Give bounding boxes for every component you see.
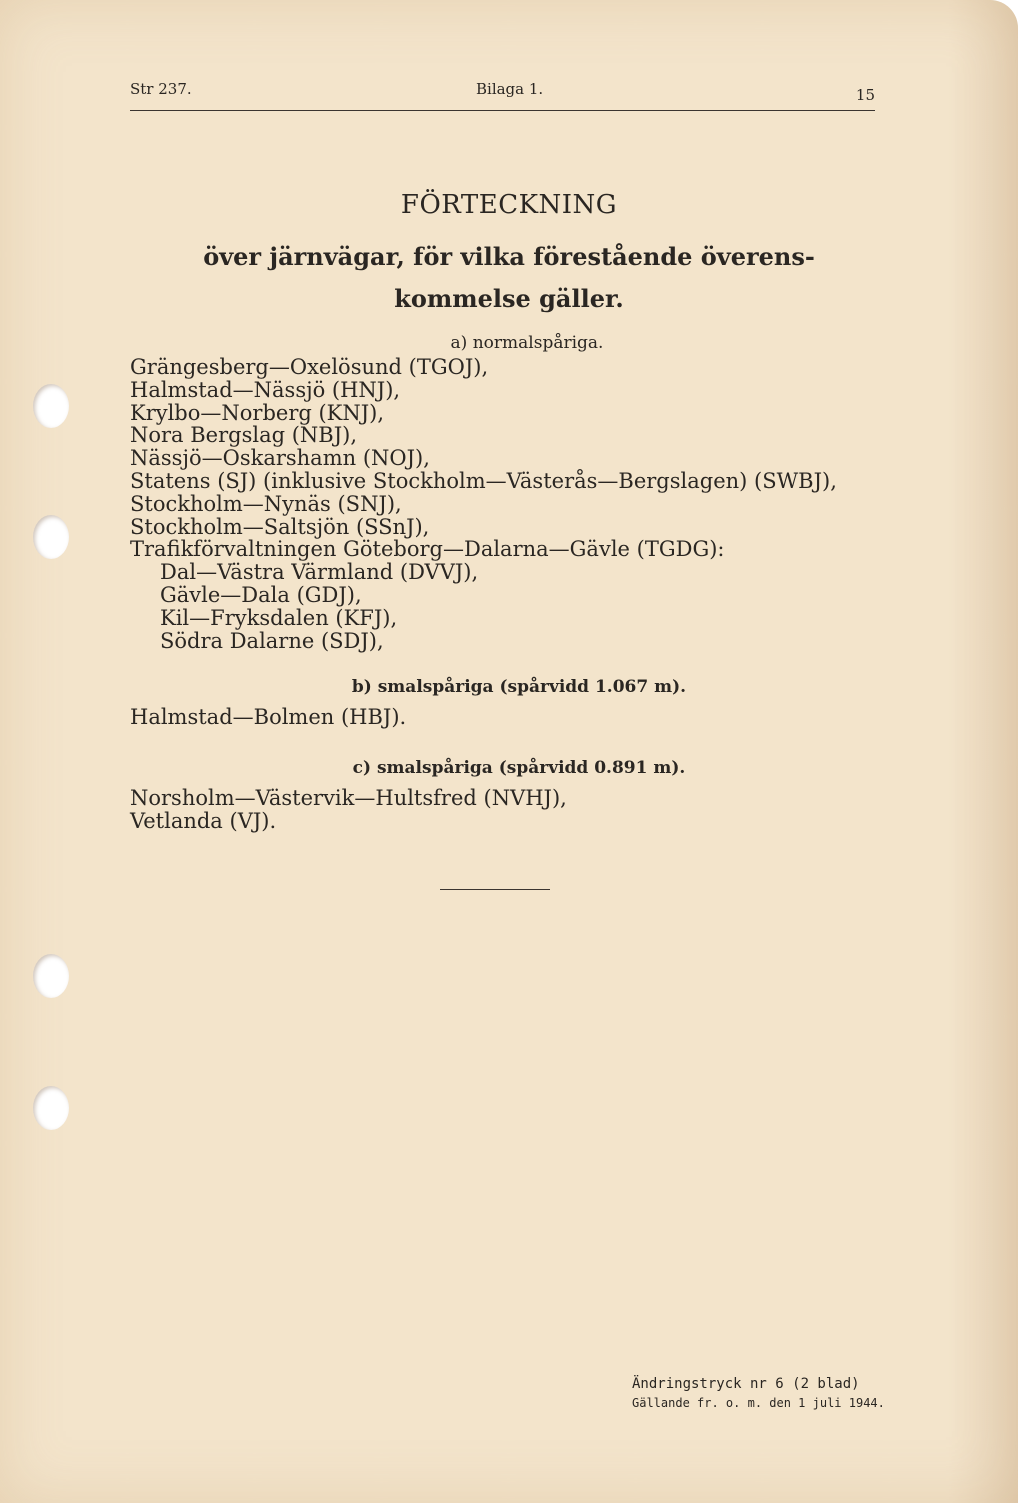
binder-hole bbox=[33, 1086, 69, 1130]
list-item: Stockholm—Nynäs (SNJ), bbox=[130, 491, 402, 516]
list-item: Krylbo—Norberg (KNJ), bbox=[130, 400, 385, 425]
subtitle-line-2: kommelse gäller. bbox=[394, 284, 624, 313]
binder-hole bbox=[33, 384, 69, 428]
footer-validity: Gällande fr. o. m. den 1 juli 1944. bbox=[632, 1396, 885, 1410]
sub-list-item: Dal—Västra Värmland (DVVJ), bbox=[160, 560, 479, 585]
list-item: Grängesberg—Oxelösund (TGOJ), bbox=[130, 355, 489, 379]
subtitle-line-1: över järnvägar, för vilka förestående överens- bbox=[203, 242, 815, 271]
list-item: Trafikförvaltningen Göteborg—Dalarna—Gävle (TGDG): bbox=[130, 537, 725, 562]
section-b-heading: b) smalspåriga (spårvidd 1.067 m). bbox=[351, 677, 687, 697]
header-reference: Str 237. bbox=[130, 80, 192, 98]
list-item: Halmstad—Nässjö (HNJ), bbox=[130, 377, 401, 402]
header-appendix: Bilaga 1. bbox=[476, 80, 544, 98]
list-item: Halmstad—Bolmen (HBJ). bbox=[130, 705, 407, 729]
list-item: Statens (SJ) (inklusive Stockholm—Västerås—Bergslagen) (SWBJ), bbox=[130, 468, 837, 493]
sub-list-item: Kil—Fryksdalen (KFJ), bbox=[160, 605, 398, 630]
list-item: Nässjö—Oskarshamn (NOJ), bbox=[130, 446, 430, 471]
section-c-heading: c) smalspåriga (spårvidd 0.891 m). bbox=[352, 758, 686, 778]
list-item: Vetlanda (VJ). bbox=[130, 808, 277, 833]
page-number: 15 bbox=[855, 86, 875, 104]
section-b-list bbox=[130, 706, 406, 729]
sub-list-item: Gävle—Dala (GDJ), bbox=[160, 582, 362, 607]
page-subtitle bbox=[0, 236, 1018, 320]
footer-edition: Ändringstryck nr 6 (2 blad) bbox=[632, 1376, 860, 1392]
section-a-list bbox=[130, 356, 837, 652]
list-item: Nora Bergslag (NBJ), bbox=[130, 423, 358, 448]
sub-list-item: Södra Dalarne (SDJ), bbox=[160, 628, 384, 653]
list-item: Stockholm—Saltsjön (SSnJ), bbox=[130, 514, 430, 539]
running-header bbox=[130, 80, 875, 108]
section-a-heading: a) normalspåriga. bbox=[450, 333, 604, 353]
binder-hole bbox=[33, 954, 69, 998]
section-c-list bbox=[130, 787, 567, 833]
binder-hole bbox=[33, 515, 69, 559]
page-title: FÖRTECKNING bbox=[400, 190, 618, 220]
list-item: Norsholm—Västervik—Hultsfred (NVHJ), bbox=[130, 786, 567, 810]
header-divider bbox=[130, 110, 875, 111]
end-divider bbox=[440, 889, 550, 890]
